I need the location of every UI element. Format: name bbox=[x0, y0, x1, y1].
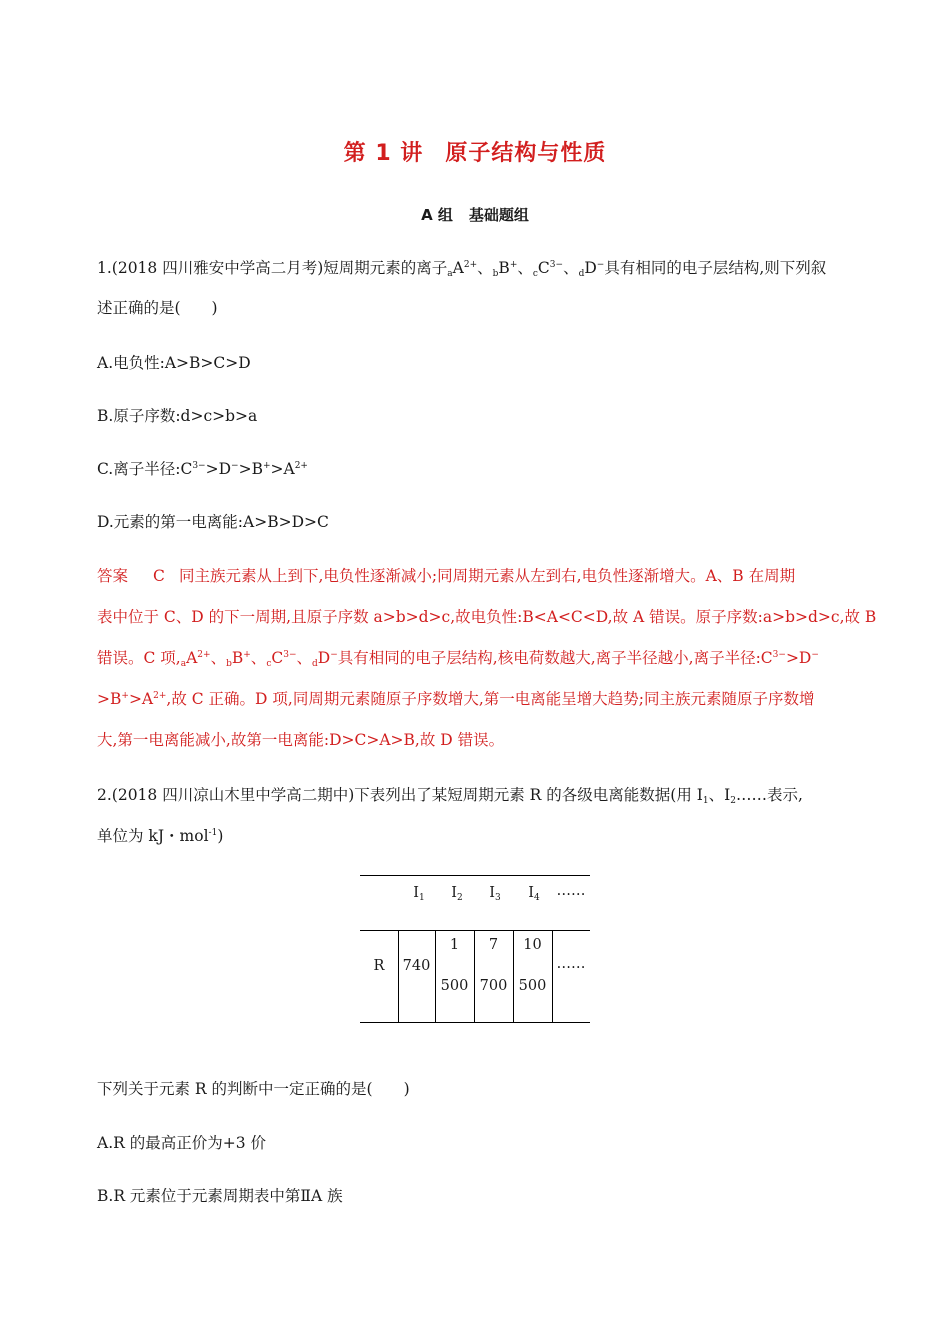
ion-symbol: C bbox=[537, 259, 550, 277]
ion-charge: 2+ bbox=[294, 461, 308, 471]
q1-answer-line3 bbox=[97, 648, 819, 671]
lecture-topic: 原子结构与性质 bbox=[445, 141, 607, 166]
table-cell-i1: 740 bbox=[402, 958, 431, 974]
q2-question: 下列关于元素 R 的判断中一定正确的是( ) bbox=[97, 1080, 410, 1098]
table-rule-bottom bbox=[360, 1022, 590, 1023]
table-header-i1 bbox=[404, 883, 434, 903]
separator: 、 bbox=[563, 259, 579, 277]
table-cell-i3-bottom: 700 bbox=[479, 978, 508, 994]
q1-answer-line4 bbox=[97, 689, 814, 709]
q1-source: 1.(2018 四川雅安中学高二月考) bbox=[97, 259, 324, 277]
separator: 、 bbox=[296, 649, 313, 667]
ion-prefix: d bbox=[312, 659, 318, 669]
ion-charge: + bbox=[509, 260, 518, 270]
table-header-i2 bbox=[442, 883, 472, 903]
table-col-divider bbox=[398, 930, 399, 1023]
superscript: -1 bbox=[208, 828, 218, 838]
table-rule-top bbox=[360, 875, 590, 876]
table-cell-i2-top: 1 bbox=[449, 937, 460, 953]
ion-prefix: b bbox=[492, 269, 499, 279]
page-title bbox=[0, 136, 950, 167]
answer-text: 具有相同的电子层结构,核电荷数越大,离子半径越小,离子半径:C bbox=[337, 649, 773, 667]
q1-option-c bbox=[97, 459, 308, 479]
ion-prefix: a bbox=[180, 659, 187, 669]
subscript: 2 bbox=[457, 893, 463, 903]
answer-label: 答案 bbox=[97, 567, 129, 585]
header-symbol: I bbox=[489, 885, 495, 901]
option-text: >B bbox=[238, 460, 263, 478]
q1-answer-line5: 大,第一电离能减小,故第一电离能:D>C>A>B,故 D 错误。 bbox=[97, 731, 505, 749]
option-text: C.离子半径:C bbox=[97, 460, 193, 478]
separator: 、 bbox=[477, 259, 493, 277]
answer-choice: C bbox=[153, 567, 165, 585]
q1-stem-text: 具有相同的电子层结构,则下列叙 bbox=[604, 259, 827, 277]
q2-stem-line2 bbox=[97, 826, 223, 846]
ion-charge: + bbox=[243, 650, 251, 660]
q2-stem-text: ) bbox=[217, 827, 224, 845]
ion-symbol: D bbox=[317, 649, 331, 667]
ion-symbol: A bbox=[186, 649, 198, 667]
header-symbol: I bbox=[413, 885, 419, 901]
q2-stem-text: 2.(2018 四川凉山木里中学高二期中)下表列出了某短周期元素 R 的各级电离能数据(用 I bbox=[97, 786, 703, 804]
option-text: >D bbox=[205, 460, 232, 478]
ion-charge: − bbox=[596, 260, 605, 270]
header-symbol: I bbox=[451, 885, 457, 901]
ion-charge: + bbox=[121, 691, 129, 701]
answer-text: ,故 C 正确。D 项,同周期元素随原子序数增大,第一电离能呈增大趋势;同主族元素随原子序数增 bbox=[166, 690, 815, 708]
ion-prefix: a bbox=[447, 269, 453, 279]
answer-text: >B bbox=[97, 690, 122, 708]
ion-charge: 3− bbox=[772, 650, 786, 660]
ion-prefix: d bbox=[578, 269, 585, 279]
ion-prefix: b bbox=[226, 659, 232, 669]
table-cell-i4-top: 10 bbox=[523, 937, 542, 953]
answer-text: 错误。C 项, bbox=[97, 649, 181, 667]
answer-text: >D bbox=[785, 649, 812, 667]
q2-option-a: A.R 的最高正价为+3 价 bbox=[97, 1134, 266, 1152]
answer-text: 同主族元素从上到下,电负性逐渐减小;同周期元素从左到右,电负性逐渐增大。A、B 在周期 bbox=[179, 567, 796, 585]
ion-charge: 3− bbox=[549, 260, 564, 270]
header-symbol: I bbox=[528, 885, 534, 901]
subscript: 4 bbox=[534, 893, 540, 903]
q2-option-b: B.R 元素位于元素周期表中第ⅡA 族 bbox=[97, 1187, 343, 1205]
q1-answer-line2: 表中位于 C、D 的下一周期,且原子序数 a>b>d>c,故电负性:B<A<C<D,故 A 错误。原子序数:a>b>d>c,故 B bbox=[97, 608, 877, 626]
table-col-divider bbox=[552, 930, 553, 1023]
q2-stem-text: 、I bbox=[708, 786, 731, 804]
ion-symbol: B bbox=[231, 649, 244, 667]
ion-symbol: A bbox=[452, 259, 464, 277]
subscript: 1 bbox=[702, 796, 709, 806]
q1-stem-line1 bbox=[97, 258, 826, 281]
q2-stem-text: 单位为 kJ・mol bbox=[97, 827, 209, 845]
subscript: 1 bbox=[419, 893, 425, 903]
table-cell-i3-top: 7 bbox=[488, 937, 499, 953]
ion-symbol: B bbox=[498, 259, 510, 277]
table-header-more: …… bbox=[556, 883, 586, 899]
ionization-energy-table bbox=[360, 875, 590, 1023]
separator: 、 bbox=[517, 259, 533, 277]
ion-charge: 2+ bbox=[153, 691, 167, 701]
ion-charge: 2+ bbox=[463, 260, 478, 270]
ion-charge: 3− bbox=[283, 650, 297, 660]
q2-stem-line1 bbox=[97, 785, 803, 805]
group-label: A 组 bbox=[421, 206, 453, 224]
q1-stem-line2: 述正确的是( ) bbox=[97, 299, 218, 317]
subscript: 3 bbox=[495, 893, 501, 903]
q1-answer-line1 bbox=[97, 566, 795, 586]
table-row-more: …… bbox=[556, 956, 586, 972]
table-row-label: R bbox=[373, 958, 385, 974]
ion-charge: − bbox=[811, 650, 819, 660]
ion-charge: + bbox=[262, 461, 271, 471]
group-heading bbox=[0, 204, 950, 225]
table-header-i4 bbox=[519, 883, 549, 903]
ion-prefix: c bbox=[266, 659, 272, 669]
table-rule-mid bbox=[360, 930, 590, 931]
separator: 、 bbox=[250, 649, 267, 667]
q1-option-a: A.电负性:A>B>C>D bbox=[97, 354, 251, 372]
separator: 、 bbox=[210, 649, 227, 667]
ion-charge: 2+ bbox=[197, 650, 211, 660]
ion-charge: 3− bbox=[192, 461, 206, 471]
option-text: >A bbox=[270, 460, 295, 478]
ion-charge: − bbox=[330, 650, 338, 660]
subscript: 2 bbox=[730, 796, 736, 806]
ion-symbol: D bbox=[584, 259, 597, 277]
lecture-number: 第 1 讲 bbox=[343, 141, 424, 166]
q2-stem-text: ……表示, bbox=[735, 786, 803, 804]
q1-stem-text: 短周期元素的离子 bbox=[323, 259, 448, 277]
table-header-i3 bbox=[480, 883, 510, 903]
table-cell-i4-bottom: 500 bbox=[518, 978, 547, 994]
ion-prefix: c bbox=[532, 269, 538, 279]
group-name: 基础题组 bbox=[468, 206, 529, 224]
table-cell-i2-bottom: 500 bbox=[440, 978, 469, 994]
q1-option-b: B.原子序数:d>c>b>a bbox=[97, 407, 258, 425]
q1-option-d: D.元素的第一电离能:A>B>D>C bbox=[97, 513, 329, 531]
ion-charge: − bbox=[231, 461, 239, 471]
ion-symbol: C bbox=[271, 649, 284, 667]
answer-text: >A bbox=[128, 690, 154, 708]
